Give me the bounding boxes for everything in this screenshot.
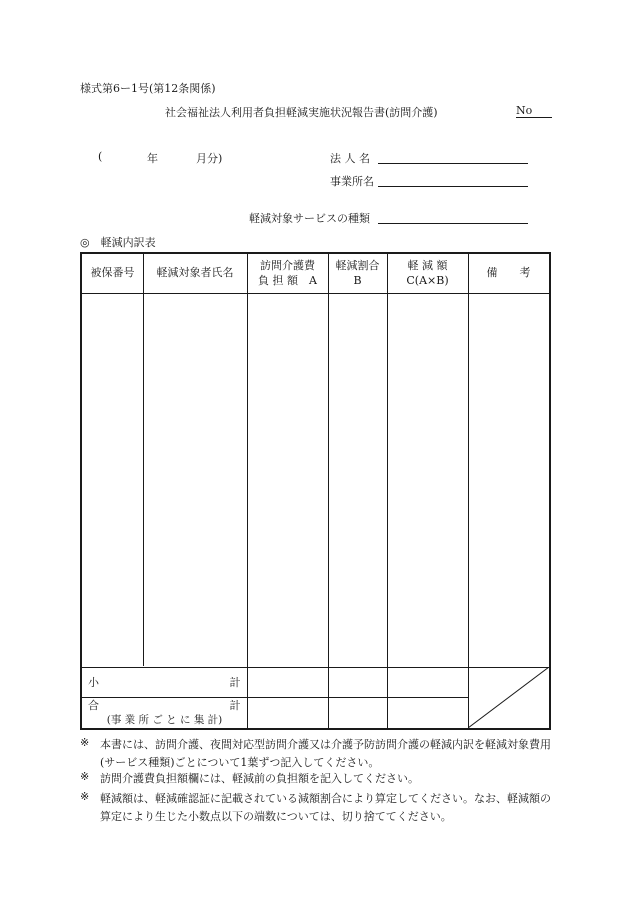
total-sub-label: (事 業 所 ご と に 集 計) — [106, 714, 223, 726]
office-name-label: 事業所名 — [330, 175, 374, 188]
header-recipient-name: 軽減対象者氏名 — [156, 266, 234, 279]
document-title: 社会福祉法人利用者負担軽減実施状況報告書(訪問介護) — [165, 106, 438, 119]
total-label-right: 計 — [229, 699, 241, 712]
reduction-breakdown-table — [80, 252, 551, 730]
header-insured-number: 被保番号 — [90, 266, 135, 279]
form-number: 様式第6ー1号(第12条関係) — [80, 82, 216, 95]
period-month-label: 月分) — [196, 152, 223, 165]
header-amount-line1: 軽 減 額 — [407, 259, 448, 272]
period-year-label: 年 — [147, 152, 158, 165]
number-field[interactable] — [516, 117, 552, 118]
col-divider — [387, 254, 388, 728]
note-mark: ※ — [80, 736, 90, 749]
corporation-name-field[interactable] — [378, 163, 528, 164]
note-mark: ※ — [80, 770, 90, 783]
note-text: 軽減額は、軽減確認証に記載されている減額割合により算定してください。なお、軽減額の算定により生じた小数点以下の端数については、切り捨ててください。 — [100, 792, 551, 823]
subtotal-label-left: 小 — [88, 676, 99, 689]
period-open-paren: ( — [98, 150, 103, 163]
subtotal-label-right: 計 — [229, 676, 241, 689]
office-name-field[interactable] — [378, 186, 528, 187]
note-text: 本書には、訪問介護、夜間対応型訪問介護又は介護予防訪問介護の軽減内訳を軽減対象費用(サービス種類)ごとについて1葉ずつ記入してください。 — [100, 738, 551, 769]
header-row-divider — [82, 293, 549, 294]
header-remarks: 備 考 — [486, 266, 531, 279]
number-label: No — [516, 104, 533, 117]
col-divider — [143, 254, 144, 666]
note-mark: ※ — [80, 790, 90, 803]
header-rate-line1: 軽減割合 — [335, 259, 380, 272]
header-amount-line2: C(A×B) — [406, 274, 449, 287]
col-divider — [247, 254, 248, 728]
total-row-divider — [82, 697, 468, 698]
remarks-diagonal — [468, 667, 549, 728]
service-type-field[interactable] — [378, 223, 528, 224]
service-type-label: 軽減対象サービスの種類 — [249, 212, 370, 225]
header-fee-line1: 訪問介護費 — [260, 259, 315, 272]
total-label-left: 合 — [88, 699, 99, 712]
col-divider — [328, 254, 329, 728]
note-text: 訪問介護費負担額欄には、軽減前の負担額を記入してください。 — [100, 772, 419, 785]
header-fee-line2: 負 担 額 A — [258, 274, 317, 287]
col-divider — [468, 254, 469, 728]
corporation-name-label: 法 人 名 — [330, 152, 370, 165]
section-title: ◎ 軽減内訳表 — [80, 236, 156, 249]
header-rate-line2: B — [353, 274, 362, 287]
